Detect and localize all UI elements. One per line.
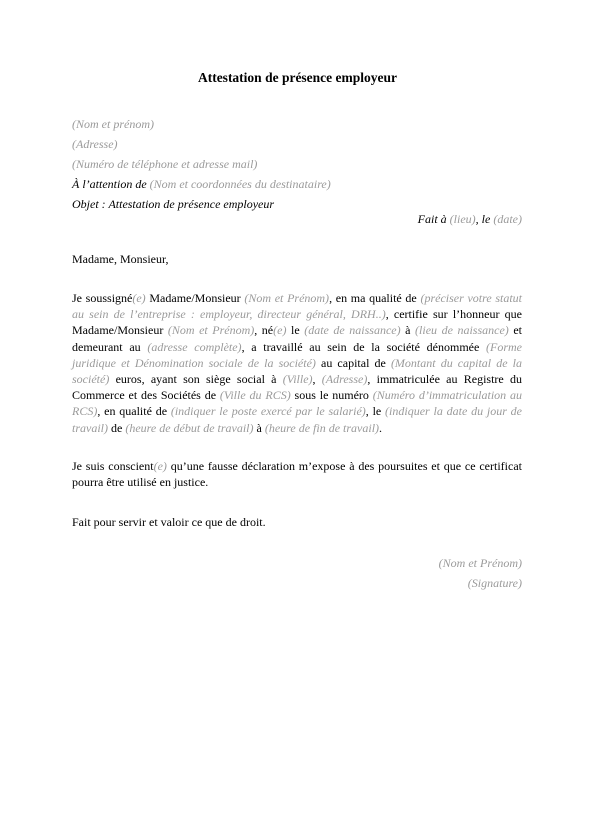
p2-text: Je suis conscient xyxy=(72,459,154,473)
attention-prefix: À l’attention de xyxy=(72,177,147,191)
place-placeholder: (lieu) xyxy=(449,212,476,226)
gender-placeholder: (e) xyxy=(273,323,287,338)
gender-placeholder: (e) xyxy=(132,291,146,305)
sender-contact: (Numéro de téléphone et adresse mail) xyxy=(72,157,258,171)
sender-block xyxy=(72,114,524,214)
p1-text: , le xyxy=(365,404,386,419)
date-placeholder: (date) xyxy=(493,212,522,226)
p1-text: Je soussigné xyxy=(72,291,133,305)
status-placeholder: (préciser votre statut au sein de l’entreprise : employeur, directeur général, DRH..) xyxy=(72,291,523,322)
certification-paragraph xyxy=(72,290,522,436)
rcs-number-placeholder: (Numéro d’immatriculation au RCS) xyxy=(72,388,523,419)
capital-placeholder: (Montant du capital de la société) xyxy=(72,355,522,387)
p1-text: à xyxy=(253,420,265,435)
start-time-placeholder: (heure de début de travail) xyxy=(125,420,254,435)
gender-placeholder: (e) xyxy=(153,459,167,473)
end-time-placeholder: (heure de fin de travail) xyxy=(264,420,380,435)
date-line xyxy=(72,212,522,227)
signature-name-placeholder: (Nom et Prénom) xyxy=(438,556,522,570)
recipient-line xyxy=(72,174,524,194)
hq-address-placeholder: (Adresse) xyxy=(321,372,368,387)
recipient-placeholder: (Nom et coordonnées du destinataire) xyxy=(149,177,331,191)
p1-text: , certifie sur l’honneur que Madame/Monsieur xyxy=(72,307,522,338)
p1-text: le xyxy=(286,323,305,338)
sender-name: (Nom et prénom) xyxy=(72,117,154,131)
rcs-city-placeholder: (Ville du RCS) xyxy=(219,388,291,403)
position-placeholder: (indiquer le poste exercé par le salarié) xyxy=(170,404,366,419)
workdate-placeholder: (indiquer la date du jour de travail) xyxy=(72,404,523,435)
p1-text: . xyxy=(379,420,383,435)
closing-paragraph: Fait pour servir et valoir ce que de droit. xyxy=(72,515,266,529)
p1-text: sous le numéro xyxy=(290,388,373,403)
awareness-paragraph xyxy=(72,458,522,490)
birthdate-placeholder: (date de naissance) xyxy=(304,323,401,338)
p1-text: Madame/Monsieur xyxy=(145,291,245,305)
address-placeholder: (adresse complète) xyxy=(147,339,242,354)
birthplace-placeholder: (lieu de naissance) xyxy=(415,323,509,338)
document-title: Attestation de présence employeur xyxy=(197,70,398,85)
p1-text: de xyxy=(108,420,126,435)
p2-text: qu’une fausse déclaration m’expose à des poursuites et que ce certificat pourra être utilisé en justice. xyxy=(72,459,522,490)
signature-placeholder: (Signature) xyxy=(467,576,522,590)
p1-text: à xyxy=(400,323,416,338)
city-placeholder: (Ville) xyxy=(282,372,313,387)
p1-text: , en ma qualité de xyxy=(329,291,421,305)
sender-address: (Adresse) xyxy=(72,137,118,151)
signature-block xyxy=(72,553,522,593)
p1-text: , en qualité de xyxy=(97,404,171,419)
date-prefix: Fait à xyxy=(417,212,447,226)
subject-line: Objet : Attestation de présence employeur xyxy=(72,197,275,211)
p1-text: , né xyxy=(254,323,274,338)
p1-text: au capital de xyxy=(315,355,391,370)
signer-name-placeholder: (Nom et Prénom) xyxy=(244,291,330,305)
p1-text: , immatriculée au Registre du Commerce et des Sociétés de xyxy=(72,372,523,403)
employee-name-placeholder: (Nom et Prénom) xyxy=(167,323,255,338)
p1-text: euros, ayant son siège social à xyxy=(109,372,283,387)
date-middle: , le xyxy=(475,212,491,226)
company-placeholder: (Forme juridique et Dénomination sociale de la société) xyxy=(72,339,522,370)
salutation: Madame, Monsieur, xyxy=(72,252,169,266)
p1-text: , a travaillé au sein de la société dénommée xyxy=(241,339,486,354)
p1-text: et demeurant au xyxy=(72,323,522,354)
p1-text: , xyxy=(312,372,322,387)
